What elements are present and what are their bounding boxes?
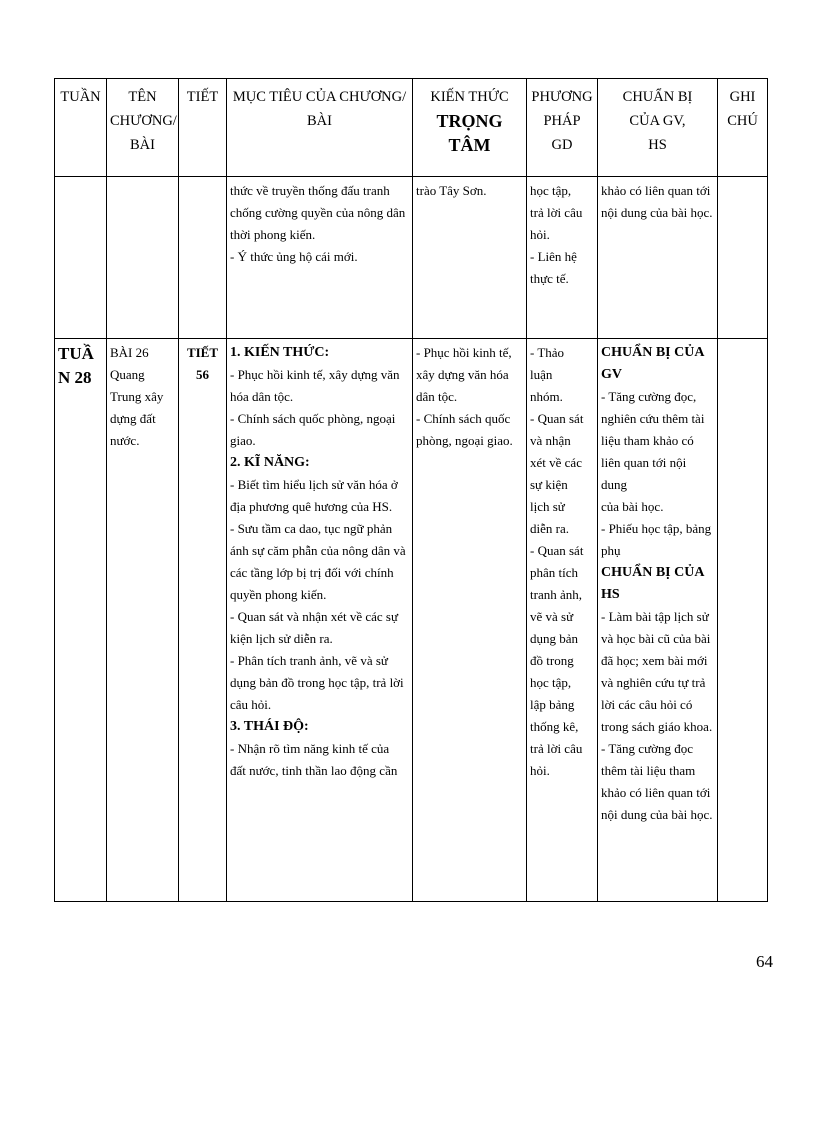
- cell-tuan: TUẦ N 28: [55, 339, 107, 902]
- cell-muc-tieu: thức về truyền thống đấu tranh chống cường quyền của nông dân thời phong kiến. - Ý thức ủng hộ cái mới.: [227, 177, 413, 339]
- cell-ghi-chu: [718, 177, 768, 339]
- cell-ten: BÀI 26 Quang Trung xây dựng đất nước.: [107, 339, 179, 902]
- cell-muc-tieu: 1. KIẾN THỨC: - Phục hồi kinh tế, xây dựng văn hóa dân tộc. - Chính sách quốc phòng, ngoại giao. 2. KĨ NĂNG: - Biết tìm hiểu lịch sử văn hóa ở địa phương quê hương của HS. - Sưu tầm ca dao, tục ngữ phản ánh sự căm phẫn của nông dân và các tầng lớp bị trị đối với chính quyền phong kiến. - Quan sát và nhận xét về các sự kiện lịch sử diễn ra. - Phân tích tranh ảnh, vẽ và sử dụng bản đồ trong học tập, trả lời câu hỏi. 3. THÁI ĐỘ: - Nhận rõ tìm năng kinh tế của đất nước, tinh thần lao động cần: [227, 339, 413, 902]
- header-phuong-phap: PHƯƠNG PHÁP GD: [527, 79, 598, 177]
- lesson-plan-table: [54, 78, 768, 902]
- table-row: [55, 177, 768, 339]
- header-kien-thuc: KIẾN THỨC TRỌNG TÂM: [413, 79, 527, 177]
- cell-ten: [107, 177, 179, 339]
- cell-tiet: [179, 177, 227, 339]
- cell-phuong-phap: học tập, trả lời câu hỏi. - Liên hệ thực tế.: [527, 177, 598, 339]
- cell-chuan-bi: khảo có liên quan tới nội dung của bài học.: [598, 177, 718, 339]
- header-ghi-chu: GHI CHÚ: [718, 79, 768, 177]
- cell-tuan: [55, 177, 107, 339]
- cell-kien-thuc: trào Tây Sơn.: [413, 177, 527, 339]
- cell-phuong-phap: - Thảo luận nhóm. - Quan sát và nhận xét về các sự kiện lịch sử diễn ra. - Quan sát phân tích tranh ảnh, vẽ và sử dụng bản đồ trong học tập, lập bảng thống kê, trả lời câu hỏi.: [527, 339, 598, 902]
- header-chuan-bi: CHUẨN BỊ CỦA GV, HS: [598, 79, 718, 177]
- cell-ghi-chu: [718, 339, 768, 902]
- header-muc-tieu: MỤC TIÊU CỦA CHƯƠNG/ BÀI: [227, 79, 413, 177]
- cell-kien-thuc: - Phục hồi kinh tế, xây dựng văn hóa dân tộc. - Chính sách quốc phòng, ngoại giao.: [413, 339, 527, 902]
- header-row: [55, 79, 768, 177]
- cell-tiet: TIẾT 56: [179, 339, 227, 902]
- header-tiet: TIẾT: [179, 79, 227, 177]
- table-row: [55, 339, 768, 902]
- header-ten: TÊN CHƯƠNG/ BÀI: [107, 79, 179, 177]
- page-number: 64: [756, 952, 773, 971]
- cell-chuan-bi: CHUẨN BỊ CỦA GV - Tăng cường đọc, nghiên cứu thêm tài liệu tham khảo có liên quan tới nội dung của bài học. - Phiếu học tập, bảng phụ CHUẨN BỊ CỦA HS - Làm bài tập lịch sử và học bài cũ của bài đã học; xem bài mới và nghiên cứu tự trả lời các câu hỏi có trong sách giáo khoa. - Tăng cường đọc thêm tài liệu tham khảo có liên quan tới nội dung của bài học.: [598, 339, 718, 902]
- header-tuan: TUẦN: [55, 79, 107, 177]
